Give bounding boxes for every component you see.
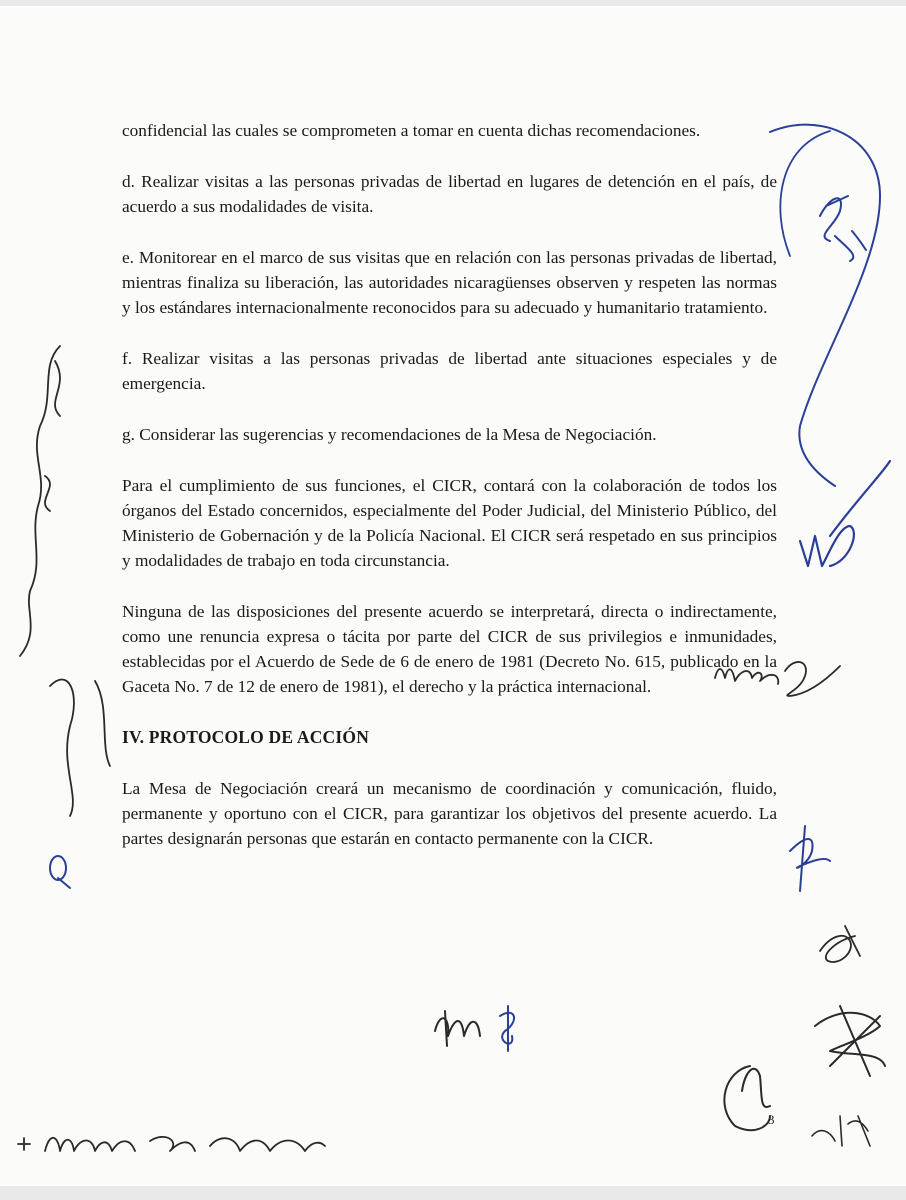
signature-scribble-2 [820, 926, 860, 962]
signature-cl [724, 1066, 770, 1130]
signature-md [800, 461, 890, 566]
paragraph-immunities: Ninguna de las disposiciones del presente acuerdo se interpretará, directa o indirectamente, como une renuncia expresa o tácita por parte del CICR de sus privilegios e inmunidades, establecidas por el Acuerdo de Sede de 6 de enero de 1981 (Decreto No. 615, publicado en la Gaceta No. 7 de 12 de enero de 1981), el derecho y la práctica internacional. [122, 602, 777, 696]
paragraph-f: f. Realizar visitas a las personas privadas de libertad ante situaciones especiales y de emergencia. [122, 349, 777, 393]
signature-bottom-left [18, 1137, 325, 1151]
signature-blue-small [500, 1006, 514, 1051]
signature-left-lower [50, 680, 110, 816]
paragraph-g: g. Considerar las sugerencias y recomendaciones de la Mesa de Negociación. [122, 425, 657, 444]
signature-left-q [50, 856, 66, 880]
paragraph-d: d. Realizar visitas a las personas privadas de libertad en lugares de detención en el país, de acuerdo a sus modalidades de visita. [122, 172, 777, 216]
signature-dum [435, 1011, 480, 1046]
paragraph-e: e. Monitorear en el marco de sus visitas que en relación con las personas privadas de libertad, mientras finaliza su liberación, las autoridades nicaragüenses observen y respeten las normas y los estándares internacionalmente reconocidos para su adecuado y humanitario tratamiento. [122, 248, 777, 317]
paragraph-continuation: confidencial las cuales se comprometen a tomar en cuenta dichas recomendaciones. [122, 121, 701, 140]
signature-scribble-3 [815, 1006, 885, 1076]
signature-scribble-1 [790, 826, 830, 891]
signature-arc-blue [770, 125, 880, 486]
page-number: 3 [768, 1112, 775, 1127]
section-heading: IV. PROTOCOLO DE ACCIÓN [122, 727, 370, 747]
body-text [122, 118, 777, 851]
signature-small-bottom [812, 1116, 870, 1146]
document-page [0, 6, 906, 1186]
paragraph-protocol: La Mesa de Negociación creará un mecanismo de coordinación y comunicación, fluido, permanente y oportuno con el CICR, para garantizar los objetivos del presente acuerdo. La partes designarán personas que estarán en contacto permanente con la CICR. [122, 779, 777, 848]
signature-left-vertical [20, 346, 60, 656]
paragraph-cooperation: Para el cumplimiento de sus funciones, el CICR, contará con la colaboración de todos los órganos del Estado concernidos, especialmente del Poder Judicial, del Ministerio Público, del Ministerio de Gobernación y de la Policía Nacional. El CICR será respetado en sus principios y modalidades de trabajo en toda circunstancia. [122, 476, 777, 570]
signature-initials-top [820, 196, 866, 261]
signature-arc-blue-2 [780, 131, 830, 256]
